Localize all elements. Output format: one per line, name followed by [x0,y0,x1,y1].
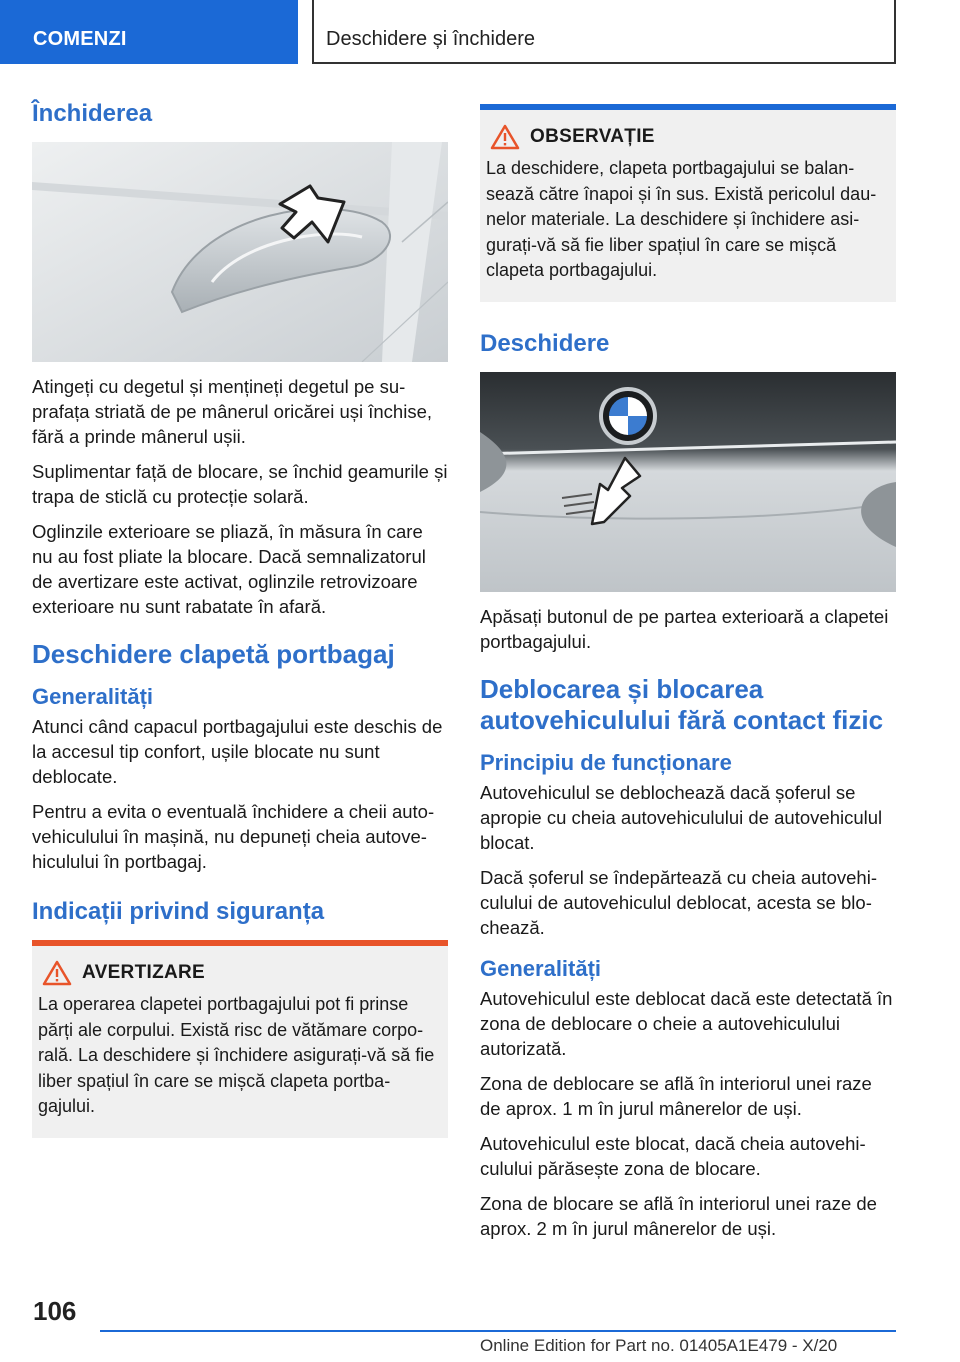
section-tab[interactable]: COMENZI [0,0,298,64]
heading-principle: Principiu de funcționare [480,749,732,775]
footer-edition: Online Edition for Part no. 01405A1E479 - X/20 [480,1336,838,1355]
heading-trunk: Deschidere clapetă portbagaj [32,639,395,669]
para-g2: Zona de deblocare se află în interiorul unei raze de aprox. 1 m în jurul mânerelor de uși. [480,1072,872,1119]
para-mirrors: Oglinzile exterioare se pliază, în măsura în care nu au fost pliate la blocare. Dacă semnalizatorul de avertizare este activat, oglinzile retrovizoare exterioare nu sunt rabatate în afară. [32,521,426,617]
para-general-1: Atunci când capacul portbagajului este deschis de la accesul tip confort, ușile blocate nu sunt deblocate. [32,716,443,787]
para-press: Apăsați butonul de pe partea exterioară a clapetei portbagajului. [480,605,889,652]
warning-box [32,940,448,1138]
para-touch: Atingeți cu degetul și mențineți degetul pe suprafața striată de pe mânerul oricărei uși închise, fără a prinde mânerul ușii. [32,376,433,447]
warning-box-title [42,960,440,986]
heading-closing: Închiderea [32,100,153,127]
heading-general-2: Generalități [480,955,602,981]
note-box [480,104,896,302]
page-number: 106 [33,1296,77,1326]
warning-text: La operarea clapetei portbagajului pot fi prinse părți ale corpului. Există risc de vătămare corporală. La deschidere și închidere asigurați-vă să fie liber spațiul în care se mișcă clapeta portbagajului. [38,994,435,1116]
footer-divider [100,1330,896,1332]
heading-safety: Indicații privind siguranța [32,898,325,925]
heading-keyless: Deblocarea și blocarea autovehiculului fără contact fizic [480,673,884,735]
warning-title: AVERTIZARE [82,962,205,983]
para-principle-1: Autovehiculul se deblochează dacă șoferul se apropie cu cheia autovehiculului de autovehiculul blocat. [480,781,883,853]
para-general-2: Pentru a evita o eventuală închidere a cheii autovehiculului în mașină, nu depuneți cheia autovehiculului în portbagaj. [32,801,435,872]
warning-triangle-icon [42,960,72,986]
note-text: La deschidere, clapeta portbagajului se balansează către înapoi și în sus. Există pericolul daunelor materiale. La deschidere și închidere asigurați-vă să fie liber spațiul în care se mișcă clapeta portbagajului. [486,158,877,280]
left-column [32,100,448,1138]
warning-triangle-icon [490,124,520,150]
note-box-title [490,124,888,150]
para-principle-2: Dacă șoferul se îndepărtează cu cheia autovehiculului de autovehiculul deblocat, acesta se blochează. [480,866,877,938]
chapter-title: Deschidere și închidere [312,0,896,64]
para-g1: Autovehiculul este deblocat dacă este detectată în zona de deblocare o cheie a autovehiculului autorizată. [480,987,893,1059]
heading-open: Deschidere [480,329,610,357]
door-handle-photo [32,142,448,362]
para-g3: Autovehiculul este blocat, dacă cheia autovehiculului părăsește zona de blocare. [480,1132,866,1179]
para-g4: Zona de blocare se află în interiorul unei raze de aprox. 2 m în jurul mânerelor de uși. [480,1192,877,1239]
right-column [480,104,896,1251]
heading-general: Generalități [32,684,154,709]
note-title: OBSERVAȚIE [530,126,655,147]
trunk-button-photo [480,372,896,592]
para-windows: Suplimentar față de blocare, se închid geamurile și trapa de sticlă cu protecție solară. [32,461,448,507]
